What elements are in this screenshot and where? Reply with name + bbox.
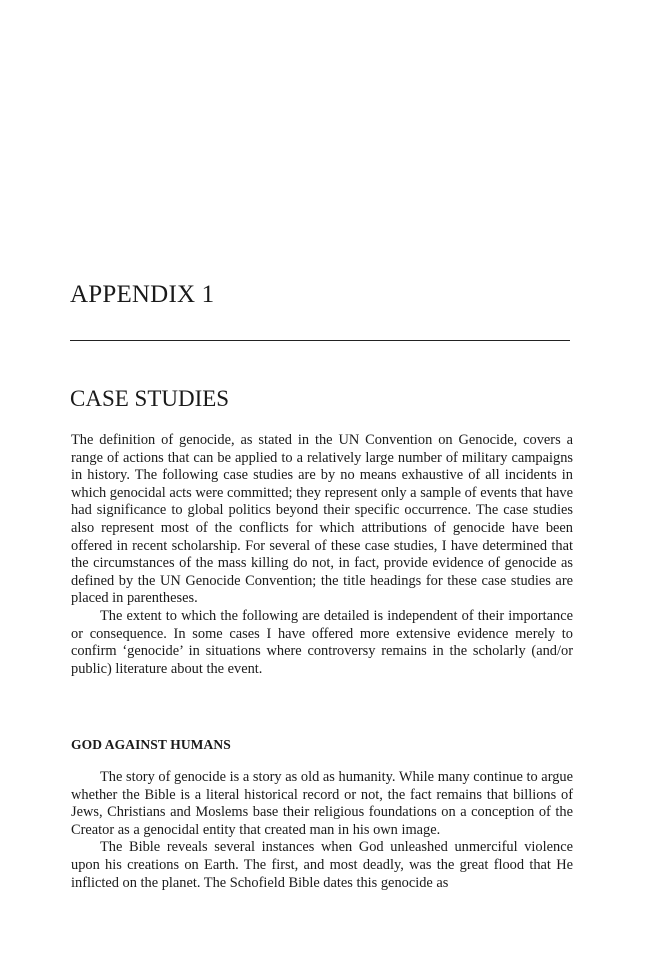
- intro-paragraph-1: The definition of genocide, as stated in the UN Convention on Genocide, covers a range of actions that can be applied to a relatively large number of military campaigns in history. The following case studies are by no means exhaustive of all incidents in which genocidal acts were committed; they represent only a sample of events that have had significance to global politics beyond their specific occurrence. The case studies also represent most of the conflicts for which attributions of genocide have been offered in recent scholarship. For several of these case studies, I have determined that the circumstances of the mass killing do not, in fact, provide evidence of genocide as defined by the UN Genocide Convention; the title headings for these case studies are placed in parentheses.: [71, 432, 573, 607]
- appendix-title: APPENDIX 1: [70, 281, 215, 308]
- god-against-humans-text: [71, 769, 573, 892]
- god-paragraph-2: The Bible reveals several instances when God unleashed unmerciful violence upon his creations on Earth. The first, and most deadly, was the great flood that He inflicted on the planet. The Schofield Bible dates this genocide as: [71, 839, 573, 891]
- intro-text: [71, 432, 573, 678]
- god-paragraph-1: The story of genocide is a story as old as humanity. While many continue to argue whether the Bible is a literal historical record or not, the fact remains that billions of Jews, Christians and Moslems base their religious foundations on a conception of the Creator as a genocidal entity that created man in his own image.: [71, 769, 573, 838]
- title-divider: [70, 340, 570, 341]
- intro-paragraph-2: The extent to which the following are detailed is independent of their importance or consequence. In some cases I have offered more extensive evidence merely to confirm ‘genocide’ in situations where controversy remains in the scholarly (and/or public) literature about the event.: [71, 607, 573, 677]
- subsection-heading: GOD AGAINST HUMANS: [71, 737, 231, 752]
- section-title: CASE STUDIES: [70, 386, 230, 411]
